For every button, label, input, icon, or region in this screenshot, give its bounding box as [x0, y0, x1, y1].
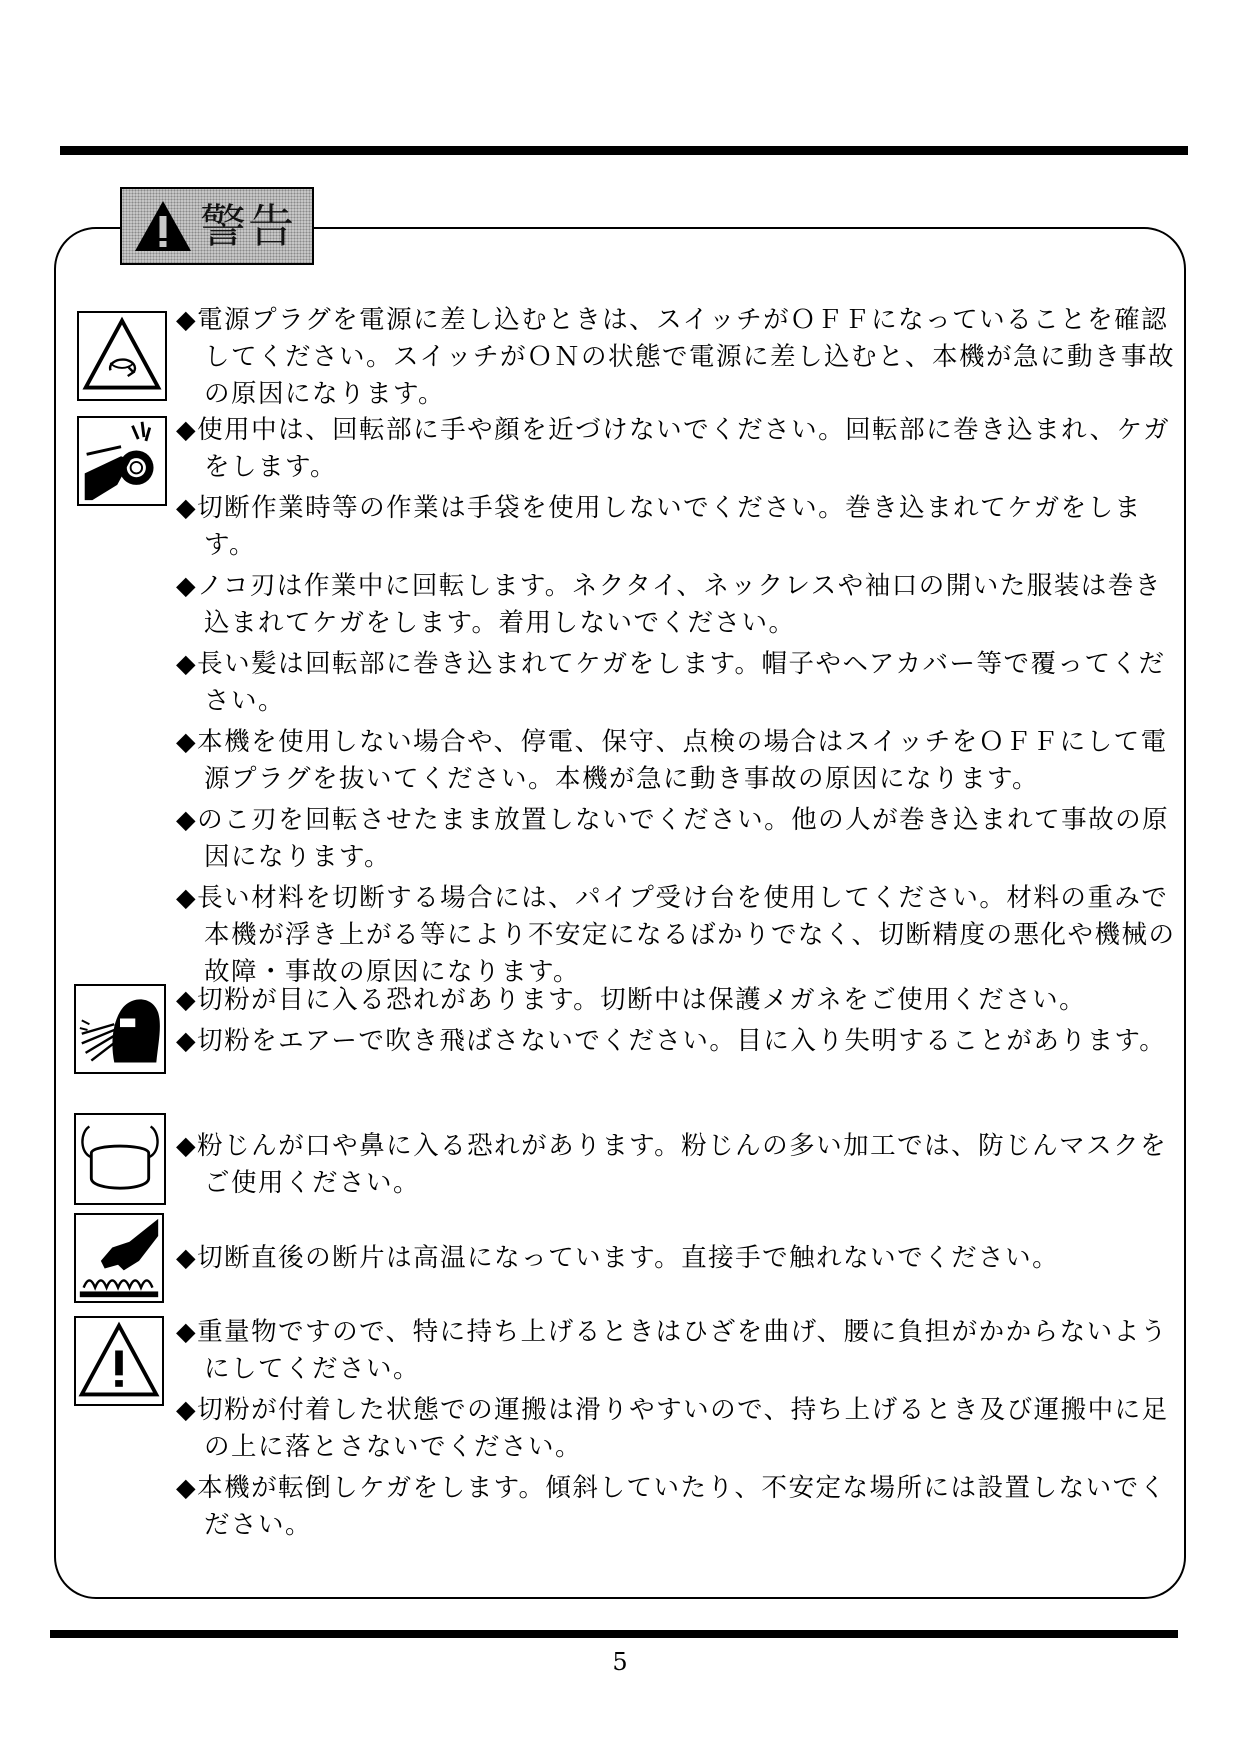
section-dust [176, 1128, 1176, 1206]
warning-label [120, 187, 314, 265]
eye-protection-icon [74, 984, 166, 1074]
section-heavy [176, 1314, 1176, 1548]
warning-item: ◆切断直後の断片は高温になっています。直接手で触れないでください。 [176, 1243, 1060, 1273]
rotation-hazard-icon [77, 311, 167, 401]
page-number: 5 [612, 1648, 628, 1676]
warning-item: ◆のこ刃を回転させたまま放置しないでください。他の人が巻き込まれて事故の原因になります。 [176, 805, 1170, 872]
warning-item: ◆切粉が目に入る恐れがあります。切断中は保護メガネをご使用ください。 [176, 985, 1087, 1015]
top-rule [60, 146, 1188, 155]
warning-item: ◆長い材料を切断する場合には、パイプ受け台を使用してください。材料の重みで本機が浮き上がる等により不安定になるばかりでなく、切断精度の悪化や機械の故障・事故の原因になります。 [176, 883, 1176, 987]
warning-label-text: 警告 [200, 199, 296, 253]
dust-mask-icon [74, 1113, 166, 1205]
warning-item: ◆電源プラグを電源に差し込むときは、スイッチがＯＦＦになっていることを確認してください。スイッチがＯＮの状態で電源に差し込むと、本機が急に動き事故の原因になります。 [176, 305, 1175, 409]
warning-triangle-icon [132, 198, 194, 254]
bottom-rule [50, 1630, 1178, 1638]
hand-entanglement-icon [77, 416, 167, 506]
section-eye [176, 982, 1176, 1064]
warning-item: ◆切粉が付着した状態での運搬は滑りやすいので、持ち上げるとき及び運搬中に足の上に落とさないでください。 [176, 1395, 1169, 1462]
warning-item: ◆粉じんが口や鼻に入る恐れがあります。粉じんの多い加工では、防じんマスクをご使用ください。 [176, 1131, 1168, 1198]
warning-item: ◆重量物ですので、特に持ち上げるときはひざを曲げ、腰に負担がかからないようにしてください。 [176, 1317, 1168, 1384]
warning-item: ◆使用中は、回転部に手や顔を近づけないでください。回転部に巻き込まれ、ケガをします。 [176, 415, 1171, 482]
warning-item: ◆切粉をエアーで吹き飛ばさないでください。目に入り失明することがあります。 [176, 1026, 1167, 1056]
warning-item: ◆本機が転倒しケガをします。傾斜していたり、不安定な場所には設置しないでください。 [176, 1473, 1167, 1540]
warning-item: ◆切断作業時等の作業は手袋を使用しないでください。巻き込まれてケガをします。 [176, 493, 1142, 560]
general-warning-icon [74, 1316, 164, 1406]
warning-item: ◆本機を使用しない場合や、停電、保守、点検の場合はスイッチをＯＦＦにして電源プラグを抜いてください。本機が急に動き事故の原因になります。 [176, 727, 1168, 794]
section-rotation [176, 412, 1176, 995]
section-power-plug [176, 302, 1176, 417]
hot-surface-icon [74, 1213, 164, 1303]
warning-item: ◆長い髪は回転部に巻き込まれてケガをします。帽子やヘアカバー等で覆ってください。 [176, 649, 1166, 716]
section-hot [176, 1240, 1176, 1281]
warning-item: ◆ノコ刃は作業中に回転します。ネクタイ、ネックレスや袖口の開いた服装は巻き込まれてケガをします。着用しないでください。 [176, 571, 1162, 638]
